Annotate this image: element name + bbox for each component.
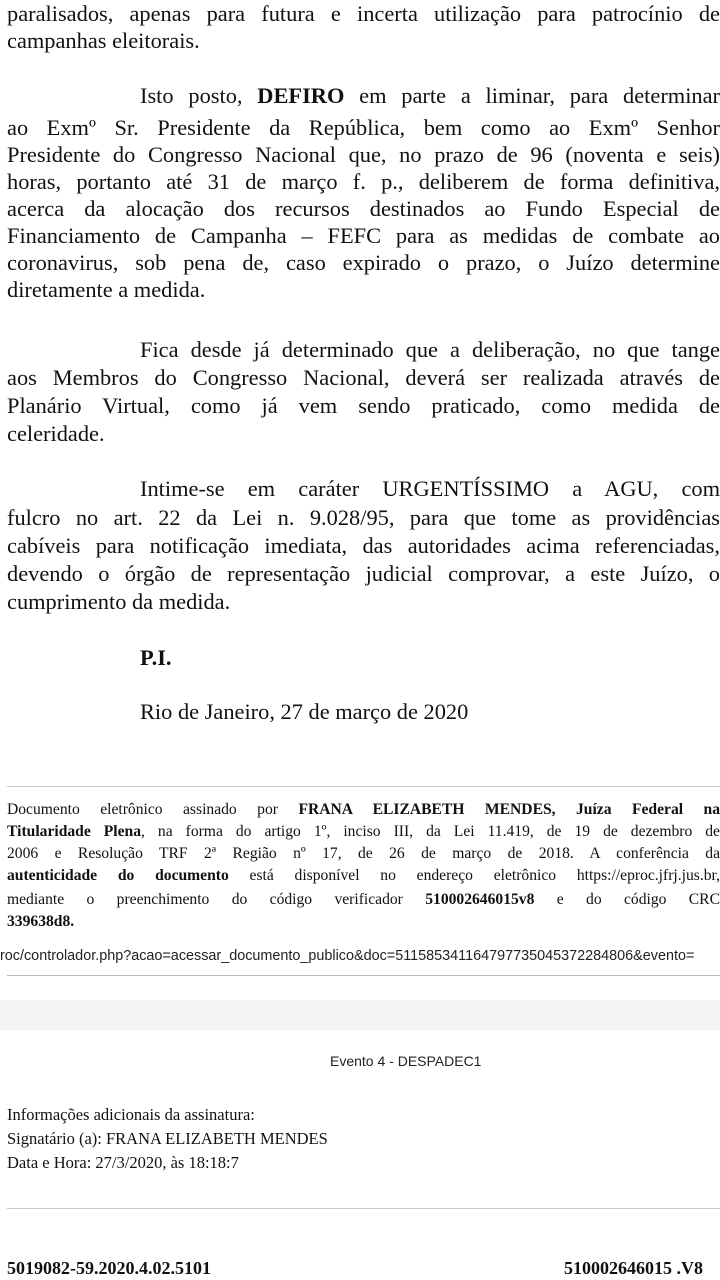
signer-name: FRANA ELIZABETH MENDES, Juíza Federal na <box>298 801 720 818</box>
text-line: diretamente a medida. <box>7 277 206 302</box>
authenticity-label: autenticidade do documento <box>7 867 229 884</box>
event-label: Evento 4 - DESPADEC1 <box>330 1053 482 1069</box>
process-number: 5019082-59.2020.4.02.5101 <box>7 1258 211 1278</box>
document-code: 510002646015 .V8 <box>564 1258 703 1278</box>
signature-note-line <box>7 889 720 911</box>
separator-line <box>7 786 720 787</box>
text-fragment: em parte a liminar, para determinar <box>344 83 720 108</box>
signature-note-line <box>7 821 720 843</box>
text-line: cumprimento da medida. <box>7 589 231 614</box>
page-break <box>0 1000 720 1030</box>
signer-role: Titularidade Plena <box>7 823 142 840</box>
text-line: Planário Virtual, como já vem sendo praticado, como medida de <box>7 393 720 418</box>
text-line: paralisados, apenas para futura e incerta utilização para patrocínio de <box>7 1 720 26</box>
text-fragment: Documento eletrônico assinado por <box>7 801 299 818</box>
pi-label: P.I. <box>140 645 172 670</box>
text-line: horas, portanto até 31 de março f. p., deliberem de forma definitiva, <box>7 169 720 194</box>
text-fragment: , na forma do artigo 1º, inciso III, da Lei 11.419, de 19 de dezembro de <box>141 823 720 840</box>
info-title: Informações adicionais da assinatura: <box>7 1105 255 1124</box>
text-line: Fica desde já determinado que a deliberação, no que tange <box>140 337 720 362</box>
text-line: campanhas eleitorais. <box>7 28 200 53</box>
signatory: Signatário (a): FRANA ELIZABETH MENDES <box>7 1129 328 1148</box>
text-fragment: Isto posto, <box>140 83 258 108</box>
text-line: ao Exmº Sr. Presidente da República, bem como ao Exmº Senhor <box>7 115 720 140</box>
defiro-keyword: DEFIRO <box>257 83 345 108</box>
text-line: fulcro no art. 22 da Lei n. 9.028/95, para que tome as providências <box>7 505 720 530</box>
date-time: Data e Hora: 27/3/2020, às 18:18:7 <box>7 1153 239 1172</box>
defiro-first-line <box>140 82 720 109</box>
signature-note-line <box>7 799 720 821</box>
document-url[interactable]: roc/controlador.php?acao=acessar_documento_publico&doc=511585341164797735045372284806&evento= <box>0 948 695 964</box>
text-line: acerca da alocação dos recursos destinados ao Fundo Especial de <box>7 196 720 221</box>
text-fragment: mediante o preenchimento do código verificador <box>7 891 426 908</box>
text-fragment: e do código CRC <box>534 891 720 908</box>
crc-value: 339638d8. <box>7 913 75 930</box>
text-line: Presidente do Congresso Nacional que, no prazo de 96 (noventa e seis) <box>7 142 720 167</box>
text-line: Financiamento de Campanha – FEFC para as medidas de combate ao <box>7 223 720 248</box>
text-line: Intime-se em caráter URGENTÍSSIMO a AGU, com <box>140 476 720 501</box>
text-fragment: está disponível no endereço eletrônico https://eproc.jfrj.jus.br, <box>228 867 720 884</box>
separator-line <box>7 975 720 976</box>
signature-note-line: 2006 e Resolução TRF 2ª Região nº 17, de 26 de março de 2018. A conferência da <box>7 845 720 862</box>
verifier-code: 510002646015v8 <box>425 891 535 908</box>
place-date: Rio de Janeiro, 27 de março de 2020 <box>140 699 469 724</box>
text-line: aos Membros do Congresso Nacional, deverá ser realizada através de <box>7 365 720 390</box>
text-line: cabíveis para notificação imediata, das autoridades acima referenciadas, <box>7 533 720 558</box>
separator-line <box>7 1208 720 1209</box>
signature-note-line <box>7 865 720 887</box>
text-line: coronavirus, sob pena de, caso expirado o prazo, o Juízo determine <box>7 250 720 275</box>
text-line: celeridade. <box>7 421 105 446</box>
text-line: devendo o órgão de representação judicial comprovar, a este Juízo, o <box>7 561 720 586</box>
crc-code <box>7 911 74 933</box>
